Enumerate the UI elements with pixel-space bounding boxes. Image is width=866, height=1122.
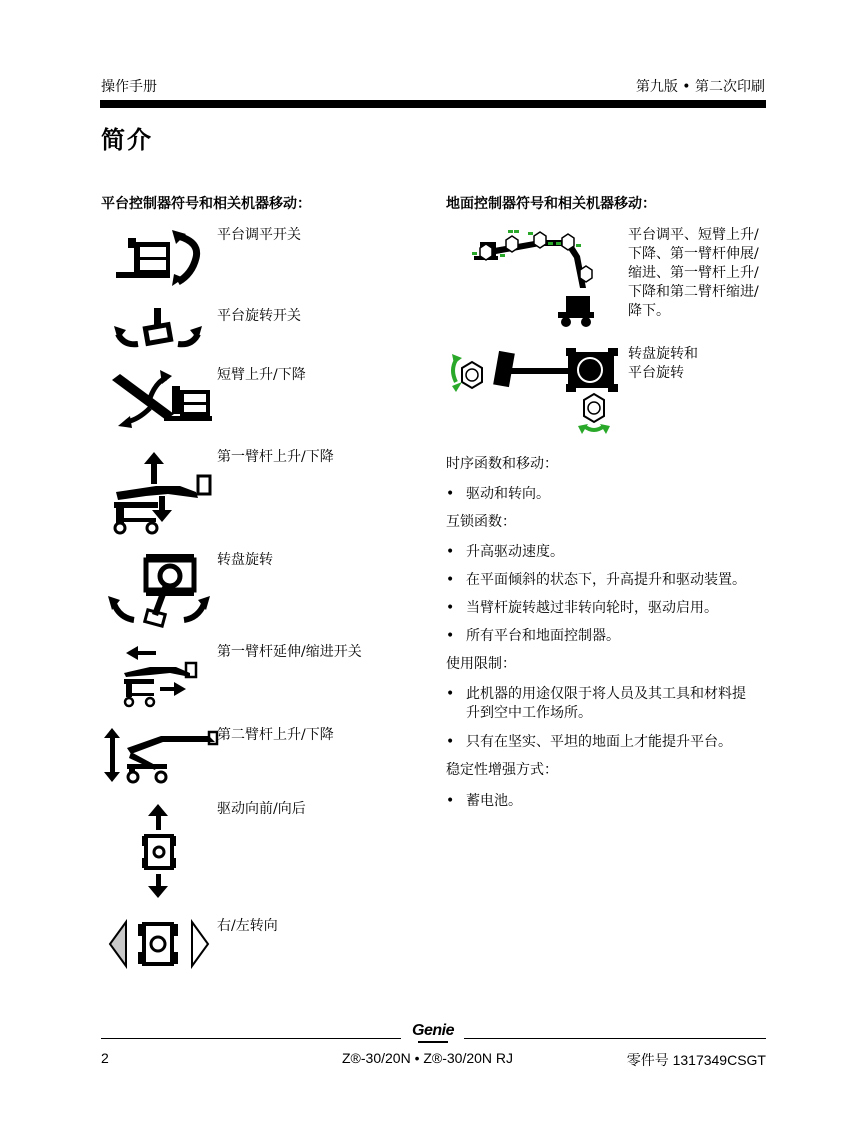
ground-label-turntable: [628, 345, 698, 383]
ground-label-line: 平台旋转: [628, 365, 684, 381]
jib-up-down-icon: [110, 368, 214, 432]
ground-boom-functions-icon: [470, 228, 620, 330]
steer-right-left-icon: [106, 918, 212, 970]
footer-rule-right: [464, 1038, 766, 1039]
ground-label-line: 降下。: [628, 303, 670, 319]
footer-part-number: 零件号 1317349CSGT: [626, 1052, 766, 1068]
ground-label-line: 转盘旋转和: [628, 346, 698, 362]
label-turntable: 转盘旋转: [217, 552, 273, 568]
list-item-text: 当臂杆旋转越过非转向轮时，驱动启用。: [466, 600, 718, 616]
page-title: 简介: [101, 125, 153, 154]
interlock-heading: 互锁函数：: [446, 514, 516, 530]
right-section-heading: 地面控制器符号和相关机器移动：: [446, 196, 656, 212]
secondary-boom-up-down-icon: [101, 726, 219, 784]
ground-label-line: 平台调平、短臂上升/: [628, 227, 759, 243]
bullet-dot: •: [446, 734, 455, 750]
header-right: 第九版 • 第二次印刷: [635, 79, 765, 95]
bullet-dot: •: [446, 793, 455, 809]
label-platform-level: 平台调平开关: [217, 227, 301, 243]
footer-model: Z®-30/20N • Z®-30/20N RJ: [342, 1050, 514, 1066]
label-primary-boom: 第一臂杆上升/下降: [217, 449, 334, 465]
list-item-text: 升高驱动速度。: [466, 544, 564, 560]
list-item-text: 驱动和转向。: [466, 486, 550, 502]
genie-logo: Genie: [412, 1022, 454, 1039]
boom-extend-retract-icon: [120, 643, 202, 711]
ground-label-line: 下降、第一臂杆伸展/: [628, 246, 759, 262]
bullet-dot: •: [446, 486, 455, 502]
list-item-text: [466, 685, 771, 723]
ground-turntable-rotate-icon: [448, 346, 622, 438]
label-jib: 短臂上升/下降: [217, 367, 306, 383]
list-item-line: 升到空中工作场所。: [466, 705, 592, 721]
limits-heading: 使用限制：: [446, 656, 516, 672]
ground-label-boom-functions: [628, 226, 759, 321]
bullet-dot: •: [446, 544, 455, 560]
list-item-text: 所有平台和地面控制器。: [466, 628, 620, 644]
label-boom-extend: 第一臂杆延伸/缩进开关: [217, 644, 362, 660]
drive-forward-back-icon: [138, 804, 178, 900]
bullet-dot: •: [446, 628, 455, 644]
list-item-text: 蓄电池。: [466, 793, 522, 809]
label-secondary-boom: 第二臂杆上升/下降: [217, 727, 334, 743]
bullet-dot: •: [446, 686, 455, 702]
primary-boom-up-down-icon: [106, 452, 214, 536]
genie-logo-underline: [418, 1041, 448, 1043]
page-number: 2: [101, 1050, 109, 1066]
platform-rotate-icon: [114, 306, 202, 354]
list-item-text: 只有在坚实、平坦的地面上才能提升平台。: [466, 734, 732, 750]
timed-heading: 时序函数和移动：: [446, 456, 558, 472]
header-rule: [100, 100, 766, 108]
ground-label-line: 缩进、第一臂杆上升/: [628, 265, 759, 281]
label-drive: 驱动向前/向后: [217, 801, 306, 817]
label-platform-rotate: 平台旋转开关: [217, 308, 301, 324]
stability-heading: 稳定性增强方式：: [446, 762, 558, 778]
platform-level-icon: [112, 228, 204, 290]
bullet-dot: •: [446, 600, 455, 616]
header-left: 操作手册: [101, 79, 157, 95]
footer-rule-left: [101, 1038, 401, 1039]
left-section-heading: 平台控制器符号和相关机器移动：: [101, 196, 311, 212]
label-steer: 右/左转向: [217, 918, 278, 934]
list-item-text: 在平面倾斜的状态下，升高提升和驱动装置。: [466, 572, 746, 588]
bullet-dot: •: [446, 572, 455, 588]
list-item-line: 此机器的用途仅限于将人员及其工具和材料提: [466, 686, 746, 702]
ground-label-line: 下降和第二臂杆缩进/: [628, 284, 759, 300]
turntable-rotate-icon: [106, 554, 212, 628]
